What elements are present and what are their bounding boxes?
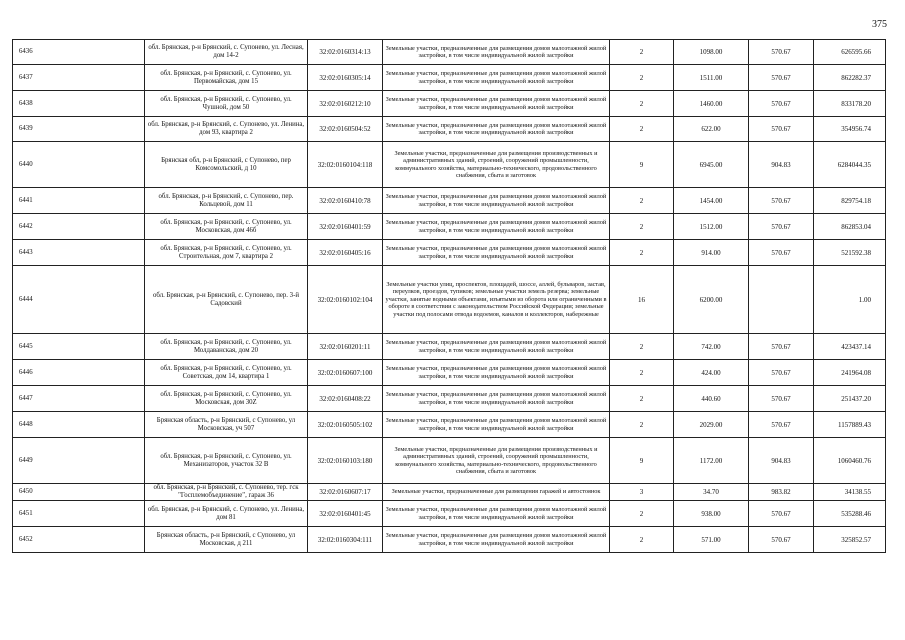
land-use-cell: Земельные участки, предназначенные для размещения домов малоэтажной жилой застройки, в том числе индивидуальной жилой застройки xyxy=(383,91,610,117)
use-code-cell: 16 xyxy=(610,266,674,334)
area-cell: 440.60 xyxy=(674,386,749,412)
cadastral-value-cell: 626595.66 xyxy=(814,40,886,65)
use-code-cell: 2 xyxy=(610,40,674,65)
use-code-cell: 2 xyxy=(610,360,674,386)
cadastral-value-cell: 34138.55 xyxy=(814,484,886,501)
area-cell: 622.00 xyxy=(674,117,749,142)
cadastral-number-cell: 32:02:0160405:16 xyxy=(308,240,383,266)
cadastral-value-cell: 1060460.76 xyxy=(814,438,886,484)
use-code-cell: 2 xyxy=(610,188,674,214)
row-number: 6443 xyxy=(13,240,145,266)
row-number: 6439 xyxy=(13,117,145,142)
row-number: 6446 xyxy=(13,360,145,386)
row-number: 6436 xyxy=(13,40,145,65)
page-number: 375 xyxy=(872,19,887,30)
specific-value-cell: 570.67 xyxy=(749,91,814,117)
land-use-cell: Земельные участки, предназначенные для размещения домов малоэтажной жилой застройки, в том числе индивидуальной жилой застройки xyxy=(383,65,610,91)
land-use-cell: Земельные участки, предназначенные для размещения домов малоэтажной жилой застройки, в том числе индивидуальной жилой застройки xyxy=(383,412,610,438)
table-row xyxy=(13,386,886,412)
table-row xyxy=(13,484,886,501)
cadastral-number-cell: 32:02:0160102:104 xyxy=(308,266,383,334)
area-cell: 914.00 xyxy=(674,240,749,266)
area-cell: 6945.00 xyxy=(674,142,749,188)
cadastral-number-cell: 32:02:0160212:10 xyxy=(308,91,383,117)
table-row xyxy=(13,412,886,438)
table-row xyxy=(13,117,886,142)
land-use-cell: Земельные участки, предназначенные для размещения домов малоэтажной жилой застройки, в том числе индивидуальной жилой застройки xyxy=(383,527,610,553)
specific-value-cell: 570.67 xyxy=(749,386,814,412)
row-number: 6440 xyxy=(13,142,145,188)
area-cell: 1460.00 xyxy=(674,91,749,117)
cadastral-number-cell: 32:02:0160607:17 xyxy=(308,484,383,501)
use-code-cell: 3 xyxy=(610,484,674,501)
cadastral-value-cell: 423437.14 xyxy=(814,334,886,360)
cadastral-number-cell: 32:02:0160408:22 xyxy=(308,386,383,412)
specific-value-cell: 570.67 xyxy=(749,117,814,142)
land-cadastral-value-table xyxy=(12,39,886,553)
table-row xyxy=(13,214,886,240)
row-number: 6447 xyxy=(13,386,145,412)
table-row xyxy=(13,438,886,484)
cadastral-number-cell: 32:02:0160305:14 xyxy=(308,65,383,91)
table-row xyxy=(13,266,886,334)
cadastral-value-cell: 829754.18 xyxy=(814,188,886,214)
address-cell: обл. Брянская, р-н Брянский, с. Супонево, ул. Строительная, дом 7, квартира 2 xyxy=(145,240,308,266)
table-row xyxy=(13,334,886,360)
specific-value-cell: 570.67 xyxy=(749,527,814,553)
use-code-cell: 2 xyxy=(610,412,674,438)
use-code-cell: 2 xyxy=(610,334,674,360)
use-code-cell: 9 xyxy=(610,142,674,188)
specific-value-cell xyxy=(749,266,814,334)
address-cell: Брянская обл, р-н Брянский, с Супонево, пер Комсомольский, д 10 xyxy=(145,142,308,188)
cadastral-value-cell: 535288.46 xyxy=(814,501,886,527)
cadastral-value-cell: 325852.57 xyxy=(814,527,886,553)
cadastral-value-cell: 862282.37 xyxy=(814,65,886,91)
land-use-cell: Земельные участки, предназначенные для размещения гаражей и автостоянок xyxy=(383,484,610,501)
specific-value-cell: 570.67 xyxy=(749,334,814,360)
address-cell: обл. Брянская, р-н Брянский, с. Супонево, тер. гск "Госплемобъединение", гараж 36 xyxy=(145,484,308,501)
specific-value-cell: 904.83 xyxy=(749,142,814,188)
area-cell: 424.00 xyxy=(674,360,749,386)
use-code-cell: 2 xyxy=(610,65,674,91)
address-cell: обл. Брянская, р-н Брянский, с. Супонево, ул. Ленина, дом 93, квартира 2 xyxy=(145,117,308,142)
area-cell: 1511.00 xyxy=(674,65,749,91)
row-number: 6449 xyxy=(13,438,145,484)
use-code-cell: 2 xyxy=(610,527,674,553)
address-cell: обл. Брянская, р-н Брянский, с. Супонево, пер. Кольцевой, дом 11 xyxy=(145,188,308,214)
cadastral-value-cell: 1157889.43 xyxy=(814,412,886,438)
cadastral-number-cell: 32:02:0160314:13 xyxy=(308,40,383,65)
use-code-cell: 2 xyxy=(610,240,674,266)
cadastral-number-cell: 32:02:0160607:100 xyxy=(308,360,383,386)
table-row xyxy=(13,65,886,91)
area-cell: 1512.00 xyxy=(674,214,749,240)
table-row xyxy=(13,240,886,266)
address-cell: Брянская область, р-н Брянский, с Супонево, ул Московская, уч 507 xyxy=(145,412,308,438)
land-use-cell: Земельные участки, предназначенные для размещения домов малоэтажной жилой застройки, в том числе индивидуальной жилой застройки xyxy=(383,188,610,214)
cadastral-value-cell: 833178.20 xyxy=(814,91,886,117)
table-row xyxy=(13,360,886,386)
area-cell: 938.00 xyxy=(674,501,749,527)
specific-value-cell: 570.67 xyxy=(749,214,814,240)
row-number: 6442 xyxy=(13,214,145,240)
table-row xyxy=(13,142,886,188)
use-code-cell: 9 xyxy=(610,438,674,484)
row-number: 6445 xyxy=(13,334,145,360)
row-number: 6438 xyxy=(13,91,145,117)
cadastral-value-cell: 251437.20 xyxy=(814,386,886,412)
area-cell: 1172.00 xyxy=(674,438,749,484)
cadastral-number-cell: 32:02:0160304:111 xyxy=(308,527,383,553)
cadastral-number-cell: 32:02:0160401:45 xyxy=(308,501,383,527)
row-number: 6452 xyxy=(13,527,145,553)
use-code-cell: 2 xyxy=(610,214,674,240)
cadastral-value-cell: 1.00 xyxy=(814,266,886,334)
row-number: 6444 xyxy=(13,266,145,334)
land-use-cell: Земельные участки, предназначенные для размещения домов малоэтажной жилой застройки, в том числе индивидуальной жилой застройки xyxy=(383,386,610,412)
use-code-cell: 2 xyxy=(610,501,674,527)
row-number: 6441 xyxy=(13,188,145,214)
address-cell: обл. Брянская, р-н Брянский, с. Супонево, ул. Молдаванская, дом 20 xyxy=(145,334,308,360)
specific-value-cell: 570.67 xyxy=(749,40,814,65)
specific-value-cell: 570.67 xyxy=(749,412,814,438)
land-use-cell: Земельные участки, предназначенные для размещения домов малоэтажной жилой застройки, в том числе индивидуальной жилой застройки xyxy=(383,40,610,65)
address-cell: обл. Брянская, р-н Брянский, с. Супонево, ул. Московская, дом 30Z xyxy=(145,386,308,412)
table-row xyxy=(13,91,886,117)
specific-value-cell: 570.67 xyxy=(749,188,814,214)
area-cell: 6200.00 xyxy=(674,266,749,334)
address-cell: обл. Брянская, р-н Брянский, с. Супонево, ул. Лесная, дом 14-2 xyxy=(145,40,308,65)
land-use-cell: Земельные участки, предназначенные для размещения производственных и административных зданий, строений, сооружений промышленности, коммунального хозяйства, материально-технического, продовольственного снабжения, сбыта и заготовок xyxy=(383,438,610,484)
area-cell: 1098.00 xyxy=(674,40,749,65)
table-row xyxy=(13,527,886,553)
land-use-cell: Земельные участки, предназначенные для размещения домов малоэтажной жилой застройки, в том числе индивидуальной жилой застройки xyxy=(383,117,610,142)
cadastral-value-cell: 862853.04 xyxy=(814,214,886,240)
land-use-cell: Земельные участки, предназначенные для размещения домов малоэтажной жилой застройки, в том числе индивидуальной жилой застройки xyxy=(383,334,610,360)
row-number: 6451 xyxy=(13,501,145,527)
cadastral-number-cell: 32:02:0160401:59 xyxy=(308,214,383,240)
row-number: 6450 xyxy=(13,484,145,501)
land-use-cell: Земельные участки, предназначенные для размещения домов малоэтажной жилой застройки, в том числе индивидуальной жилой застройки xyxy=(383,214,610,240)
specific-value-cell: 904.83 xyxy=(749,438,814,484)
address-cell: обл. Брянская, р-н Брянский, с. Супонево, ул. Ленина, дом 81 xyxy=(145,501,308,527)
land-use-cell: Земельные участки, предназначенные для размещения домов малоэтажной жилой застройки, в том числе индивидуальной жилой застройки xyxy=(383,501,610,527)
cadastral-number-cell: 32:02:0160201:11 xyxy=(308,334,383,360)
land-use-cell: Земельные участки, предназначенные для размещения домов малоэтажной жилой застройки, в том числе индивидуальной жилой застройки xyxy=(383,240,610,266)
land-use-cell: Земельные участки улиц, проспектов, площадей, шоссе, аллей, бульваров, застав, переулков, проездов, тупиков; земельные участки земель резерва; земельные участки, занятые водными объектами, изъятыми из оборота или ограниченными в обороте в соответствии с законодательством Российской Федерации; земельные участки под полосами отвода водоемов, каналов и коллекторов, набережные xyxy=(383,266,610,334)
specific-value-cell: 570.67 xyxy=(749,360,814,386)
cadastral-number-cell: 32:02:0160103:180 xyxy=(308,438,383,484)
cadastral-number-cell: 32:02:0160410:78 xyxy=(308,188,383,214)
table-row xyxy=(13,40,886,65)
address-cell: Брянская область, р-н Брянский, с Супонево, ул Московская, д 211 xyxy=(145,527,308,553)
row-number: 6437 xyxy=(13,65,145,91)
use-code-cell: 2 xyxy=(610,117,674,142)
cadastral-number-cell: 32:02:0160104:118 xyxy=(308,142,383,188)
specific-value-cell: 570.67 xyxy=(749,501,814,527)
specific-value-cell: 570.67 xyxy=(749,240,814,266)
table-row xyxy=(13,501,886,527)
address-cell: обл. Брянская, р-н Брянский, с. Супонево, ул. Московская, дом 46б xyxy=(145,214,308,240)
cadastral-value-cell: 521592.38 xyxy=(814,240,886,266)
cadastral-value-cell: 6284044.35 xyxy=(814,142,886,188)
cadastral-value-cell: 241964.08 xyxy=(814,360,886,386)
cadastral-value-cell: 354956.74 xyxy=(814,117,886,142)
address-cell: обл. Брянская, р-н Брянский, с. Супонево, ул. Первомайская, дом 15 xyxy=(145,65,308,91)
table-row xyxy=(13,188,886,214)
use-code-cell: 2 xyxy=(610,91,674,117)
land-use-cell: Земельные участки, предназначенные для размещения домов малоэтажной жилой застройки, в том числе индивидуальной жилой застройки xyxy=(383,360,610,386)
area-cell: 571.00 xyxy=(674,527,749,553)
address-cell: обл. Брянская, р-н Брянский, с. Супонево, ул. Механизаторов, участок 32 В xyxy=(145,438,308,484)
use-code-cell: 2 xyxy=(610,386,674,412)
address-cell: обл. Брянская, р-н Брянский, с. Супонево, ул. Чушной, дом 50 xyxy=(145,91,308,117)
area-cell: 34.70 xyxy=(674,484,749,501)
row-number: 6448 xyxy=(13,412,145,438)
area-cell: 742.00 xyxy=(674,334,749,360)
cadastral-number-cell: 32:02:0160505:102 xyxy=(308,412,383,438)
address-cell: обл. Брянская, р-н Брянский, с. Супонево, пер. 3-й Садовский xyxy=(145,266,308,334)
area-cell: 2029.00 xyxy=(674,412,749,438)
cadastral-number-cell: 32:02:0160504:52 xyxy=(308,117,383,142)
land-use-cell: Земельные участки, предназначенные для размещения производственных и административных зданий, строений, сооружений промышленности, коммунального хозяйства, материально-технического, продовольственного снабжения, сбыта и заготовок xyxy=(383,142,610,188)
specific-value-cell: 570.67 xyxy=(749,65,814,91)
address-cell: обл. Брянская, р-н Брянский, с. Супонево, ул. Советская, дом 14, квартира 1 xyxy=(145,360,308,386)
specific-value-cell: 983.82 xyxy=(749,484,814,501)
area-cell: 1454.00 xyxy=(674,188,749,214)
